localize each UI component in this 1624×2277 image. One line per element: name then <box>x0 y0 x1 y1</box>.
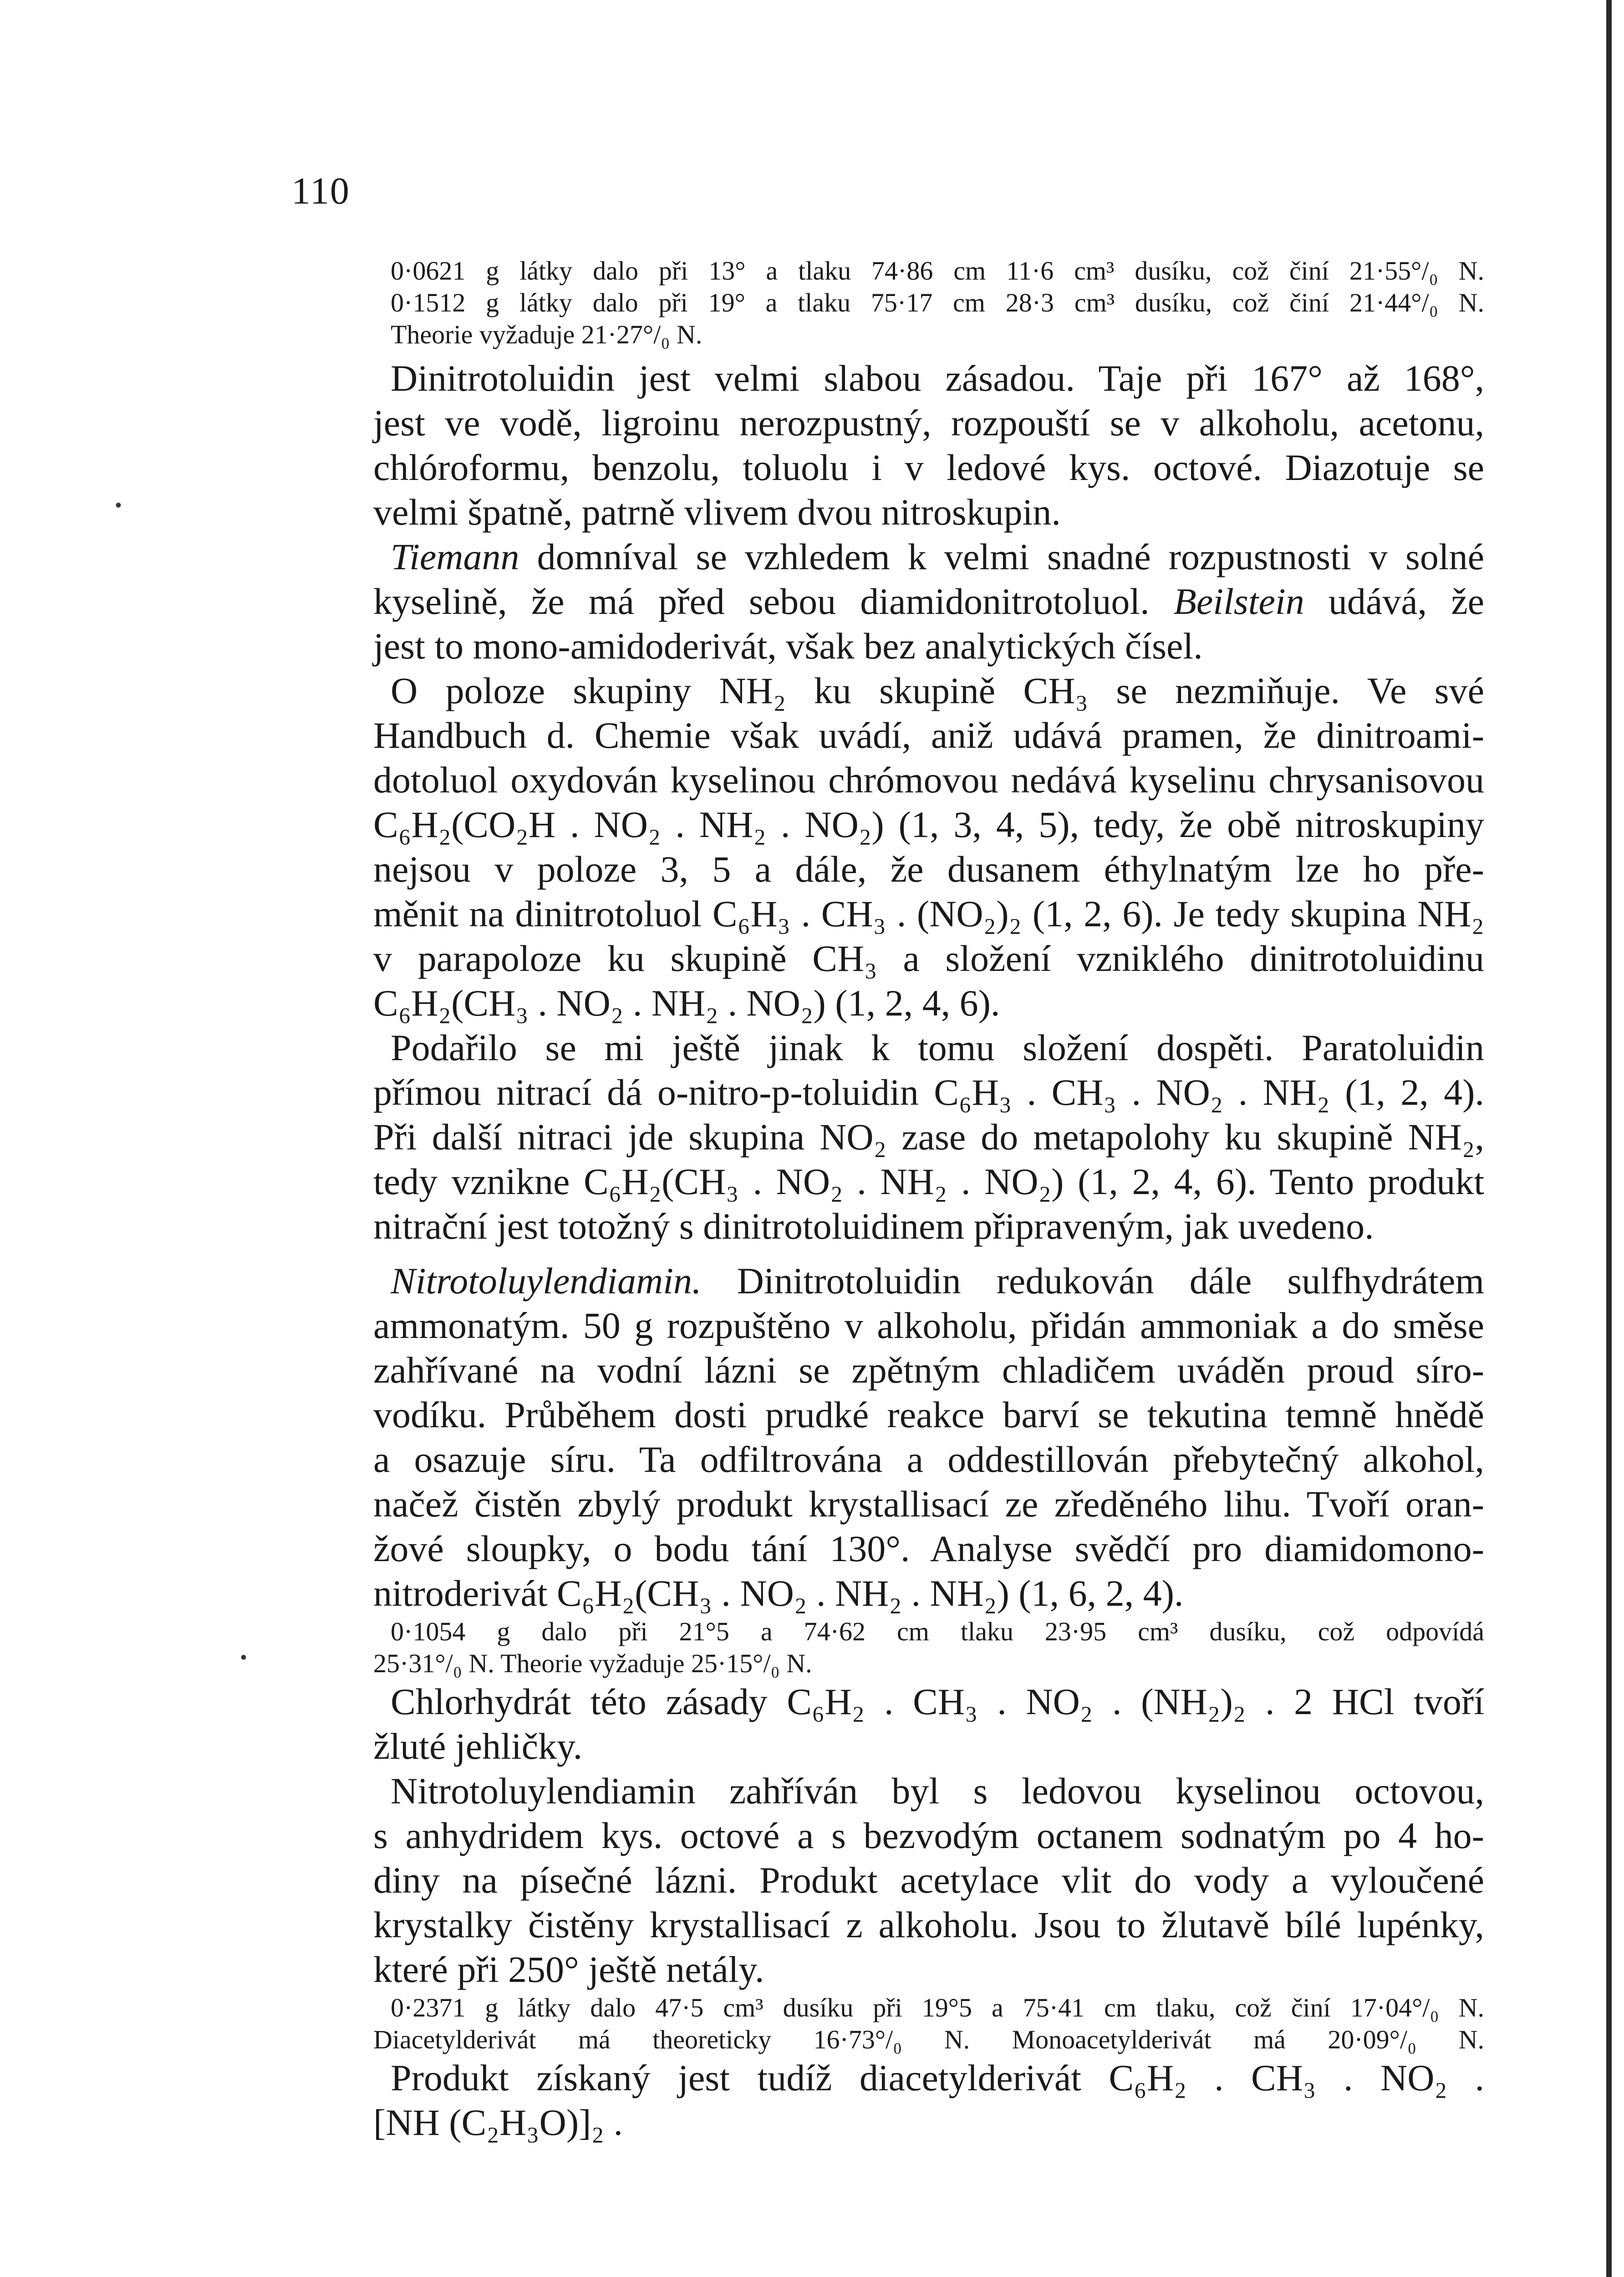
text-line: diny na písečné lázni. Produkt acetylace vlit do vody a vyloučené <box>373 1859 1484 1901</box>
text-line: tedy vznikne C₆H₂(CH₃ . NO₂ . NH₂ . NO₂) (1, 2, 4, 6). Tento produkt <box>373 1161 1484 1202</box>
text-line: ammonatým. 50 g rozpuštěno v alkoholu, přidán ammoniak a do směse <box>373 1305 1484 1346</box>
text-line: žové sloupky, o bodu tání 130°. Analyse svědčí pro diamidomono- <box>373 1528 1484 1569</box>
paragraph-synthesis <box>373 1026 1484 1249</box>
text-line: nitrační jest totožný s dinitrotoluidinem připraveným, jak uvedeno. <box>373 1205 1374 1247</box>
paragraph-tiemann <box>373 535 1484 669</box>
text-line: Nitrotoluylendiamin zahříván byl s ledovou kyselinou octovou, <box>391 1770 1484 1812</box>
text-line: Chlorhydrát této zásady C₆H₂ . CH₃ . NO₂ . (NH₂)₂ . 2 HCl tvoří <box>391 1681 1484 1722</box>
text-line: které při 250° ještě netály. <box>373 1949 764 1990</box>
text-line: 25·31°/₀ N. Theorie vyžaduje 25·15°/₀ N. <box>373 1649 812 1678</box>
paragraph-position <box>373 669 1484 1026</box>
page-number: 110 <box>291 170 350 212</box>
stray-dot-mark: · <box>112 483 125 528</box>
text-span: domníval se vzhledem k velmi snadné rozpustnosti v solné <box>537 536 1484 577</box>
text-line: [NH (C₂H₃O)]₂ . <box>373 2102 623 2143</box>
author-name: Beilstein <box>1173 581 1304 622</box>
text-line: nejsou v poloze 3, 5 a dále, že dusanem éthylnatým lze ho pře- <box>373 848 1484 890</box>
page-body <box>373 255 1484 2145</box>
text-line: jest ve vodě, ligroinu nerozpustný, rozpouští se v alkoholu, acetonu, <box>373 402 1484 444</box>
text-line: 0·1054 g dalo při 21°5 a 74·62 cm tlaku 23·95 cm³ dusíku, což odpovídá <box>391 1617 1484 1646</box>
text-line: Theorie vyžaduje 21·27°/₀ N. <box>391 320 703 349</box>
stray-dot-mark: · <box>237 1635 250 1680</box>
paragraph-chlorhydrate <box>373 1680 1484 1769</box>
paragraph-conclusion <box>373 2056 1484 2145</box>
text-line: Diacetylderivát má theoreticky 16·73°/₀ N. Monoacetylderivát má 20·09°/₀ N. <box>373 2025 1484 2054</box>
text-span: kyselině, že má před sebou diamidonitrotoluol. <box>373 581 1150 622</box>
text-line: dotoluol oxydován kyselinou chrómovou nedává kyselinu chrysanisovou <box>373 759 1484 801</box>
page-edge-line <box>1606 0 1612 2277</box>
text-line: nitroderivát C₆H₂(CH₃ . NO₂ . NH₂ . NH₂) (1, 6, 2, 4). <box>373 1572 1184 1614</box>
text-line: Při další nitraci jde skupina NO₂ zase do metapolohy ku skupině NH₂, <box>373 1116 1484 1158</box>
text-line: krystalky čistěny krystallisací z alkoholu. Jsou to žlutavě bílé lupénky, <box>373 1904 1484 1945</box>
text-line: 0·1512 g látky dalo při 19° a tlaku 75·17 cm 28·3 cm³ dusíku, což činí 21·44°/₀ N. <box>391 288 1484 317</box>
text-line: C₆H₂(CO₂H . NO₂ . NH₂ . NO₂) (1, 3, 4, 5), tedy, že obě nitroskupiny <box>373 804 1484 845</box>
analysis-block-2 <box>373 1616 1484 1680</box>
analysis-block-3 <box>373 1992 1484 2056</box>
text-line: O poloze skupiny NH₂ ku skupině CH₃ se nezmiňuje. Ve své <box>391 670 1484 711</box>
text-line: Podařilo se mi ještě jinak k tomu složení dospěti. Paratoluidin <box>391 1027 1484 1068</box>
text-line: přímou nitrací dá o-nitro-p-toluidin C₆H₃ . CH₃ . NO₂ . NH₂ (1, 2, 4). <box>373 1072 1484 1113</box>
paragraph-acetylation <box>373 1769 1484 1992</box>
text-span: Dinitrotoluidin redukován dále sulfhydrátem <box>737 1260 1484 1302</box>
text-line <box>373 1259 1484 1303</box>
text-line: načež čistěn zbylý produkt krystallisací ze zředěného lihu. Tvoří oran- <box>373 1483 1484 1525</box>
text-line: s anhydridem kys. octové a s bezvodým octanem sodnatým po 4 ho- <box>373 1815 1484 1856</box>
text-line: velmi špatně, patrně vlivem dvou nitroskupin. <box>373 491 1061 533</box>
text-line: Handbuch d. Chemie však uvádí, aniž udává pramen, že dinitroami- <box>373 715 1484 756</box>
analysis-block-1 <box>373 255 1484 351</box>
spacer <box>373 1249 1484 1259</box>
text-line: zahřívané na vodní lázni se zpětným chladičem uváděn proud síro- <box>373 1349 1484 1391</box>
text-line: měnit na dinitrotoluol C₆H₃ . CH₃ . (NO₂)₂ (1, 2, 6). Je tedy skupina NH₂ <box>373 893 1484 934</box>
paragraph-properties <box>373 356 1484 535</box>
text-line: C₆H₂(CH₃ . NO₂ . NH₂ . NO₂) (1, 2, 4, 6). <box>373 982 1000 1024</box>
text-line: jest to mono-amidoderivát, však bez analytických čísel. <box>373 625 1203 667</box>
author-name: Tiemann <box>391 536 519 577</box>
text-span: udává, že <box>1328 581 1485 622</box>
text-line <box>373 579 1484 624</box>
text-line: žluté jehličky. <box>373 1726 583 1767</box>
text-line: 0·0621 g látky dalo při 13° a tlaku 74·86 cm 11·6 cm³ dusíku, což činí 21·55°/₀ N. <box>391 256 1484 286</box>
text-line <box>373 535 1484 579</box>
text-line: vodíku. Průběhem dosti prudké reakce barví se tekutina temně hnědě <box>373 1394 1484 1435</box>
text-line: Produkt získaný jest tudíž diacetylderivát C₆H₂ . CH₃ . NO₂ . <box>391 2057 1484 2098</box>
section-heading: Nitrotoluylendiamin. <box>391 1260 702 1302</box>
paragraph-nitrotoluylendiamin <box>373 1259 1484 1616</box>
text-line: chlóroformu, benzolu, toluolu i v ledové kys. octové. Diazotuje se <box>373 447 1484 488</box>
text-line: v parapoloze ku skupině CH₃ a složení vzniklého dinitrotoluidinu <box>373 938 1484 979</box>
text-line: 0·2371 g látky dalo 47·5 cm³ dusíku při 19°5 a 75·41 cm tlaku, což činí 17·04°/₀ N. <box>391 1993 1484 2022</box>
text-line: Dinitrotoluidin jest velmi slabou zásadou. Taje při 167° až 168°, <box>391 357 1484 399</box>
text-line: a osazuje síru. Ta odfiltrována a oddestillován přebytečný alkohol, <box>373 1439 1484 1480</box>
